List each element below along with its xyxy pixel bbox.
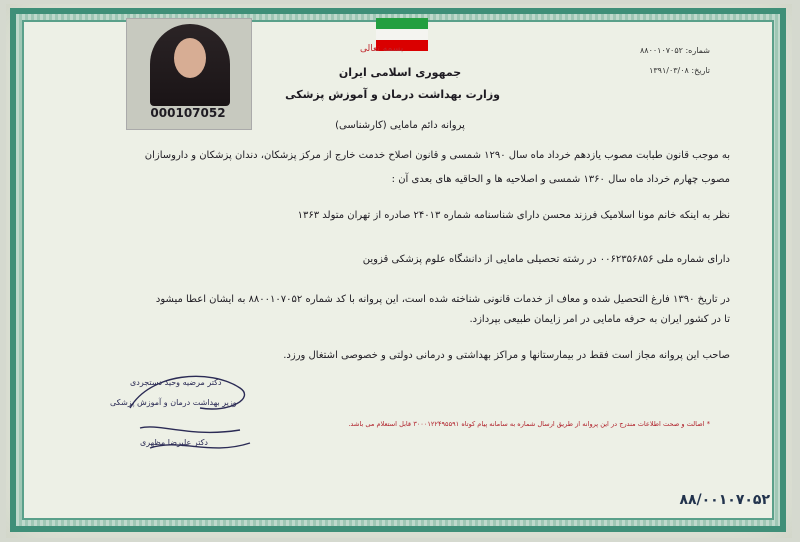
on-behalf-signature: دکتر علیرضا مظهری	[140, 438, 208, 447]
body-line-2: مصوب چهارم خرداد ماه سال ۱۳۶۰ شمسی و اصلاحیه ها و الحاقیه های بعدی آن :	[391, 174, 730, 185]
signer-name: دکتر مرضیه وحید دستجردی	[130, 378, 222, 387]
serial-number: ۸۸/۰۰۱۰۷۰۵۲	[679, 492, 770, 508]
holder-photo	[150, 24, 230, 106]
country-title: جمهوری اسلامی ایران	[338, 66, 462, 79]
photo-id-number: 000107052	[150, 106, 226, 120]
signer-title: وزیر بهداشت درمان و آموزش پزشکی	[110, 398, 237, 407]
license-number: شماره: ۸۸۰۰۱۰۷۰۵۲	[639, 46, 710, 55]
body-line-5: در تاریخ ۱۳۹۰ فارغ التحصیل شده و معاف از خدمات قانونی شناخته شده است، این پروانه با کد شماره ۸۸۰۰۱۰۷۰۵۲ به ایشان اعطا میشود	[155, 294, 730, 305]
authenticity-note: * اصالت و صحت اطلاعات مندرج در این پروانه از طریق ارسال شماره به سامانه پیام کوتاه ۳۰۰۰۱۲۲۴۹۵۵۹۱ قابل استعلام می باشد.	[348, 420, 710, 428]
bismillah-text: بسمه تعالی	[360, 44, 404, 54]
license-title: پروانه دائم مامایی (کارشناسی)	[335, 120, 465, 131]
body-line-6: تا در کشور ایران به حرفه مامایی در امر زایمان طبیعی بپردازد.	[469, 314, 730, 325]
body-line-1: به موجب قانون طبابت مصوب یازدهم خرداد ماه سال ۱۲۹۰ شمسی و قانون اصلاح خدمت خارج از مرکز پزشکان، دندان پزشکان و داروسازان	[144, 150, 730, 161]
body-line-7: صاحب این پروانه مجاز است فقط در بیمارستانها و مراکز بهداشتی و درمانی دولتی و خصوصی اشتغال ورزد.	[283, 350, 730, 361]
body-line-4: دارای شماره ملی ۰۰۶۲۳۵۶۸۵۶ در رشته تحصیلی مامایی از دانشگاه علوم پزشکی قزوین	[362, 254, 730, 265]
ministry-title: وزارت بهداشت درمان و آموزش پزشکی	[285, 88, 500, 101]
body-line-3: نظر به اینکه خانم مونا اسلامیک فرزند محسن دارای شناسنامه شماره ۲۴۰۱۳ صادره از تهران متولد ۱۳۶۳	[297, 210, 730, 221]
license-date: تاریخ: ۱۳۹۱/۰۳/۰۸	[649, 66, 710, 75]
